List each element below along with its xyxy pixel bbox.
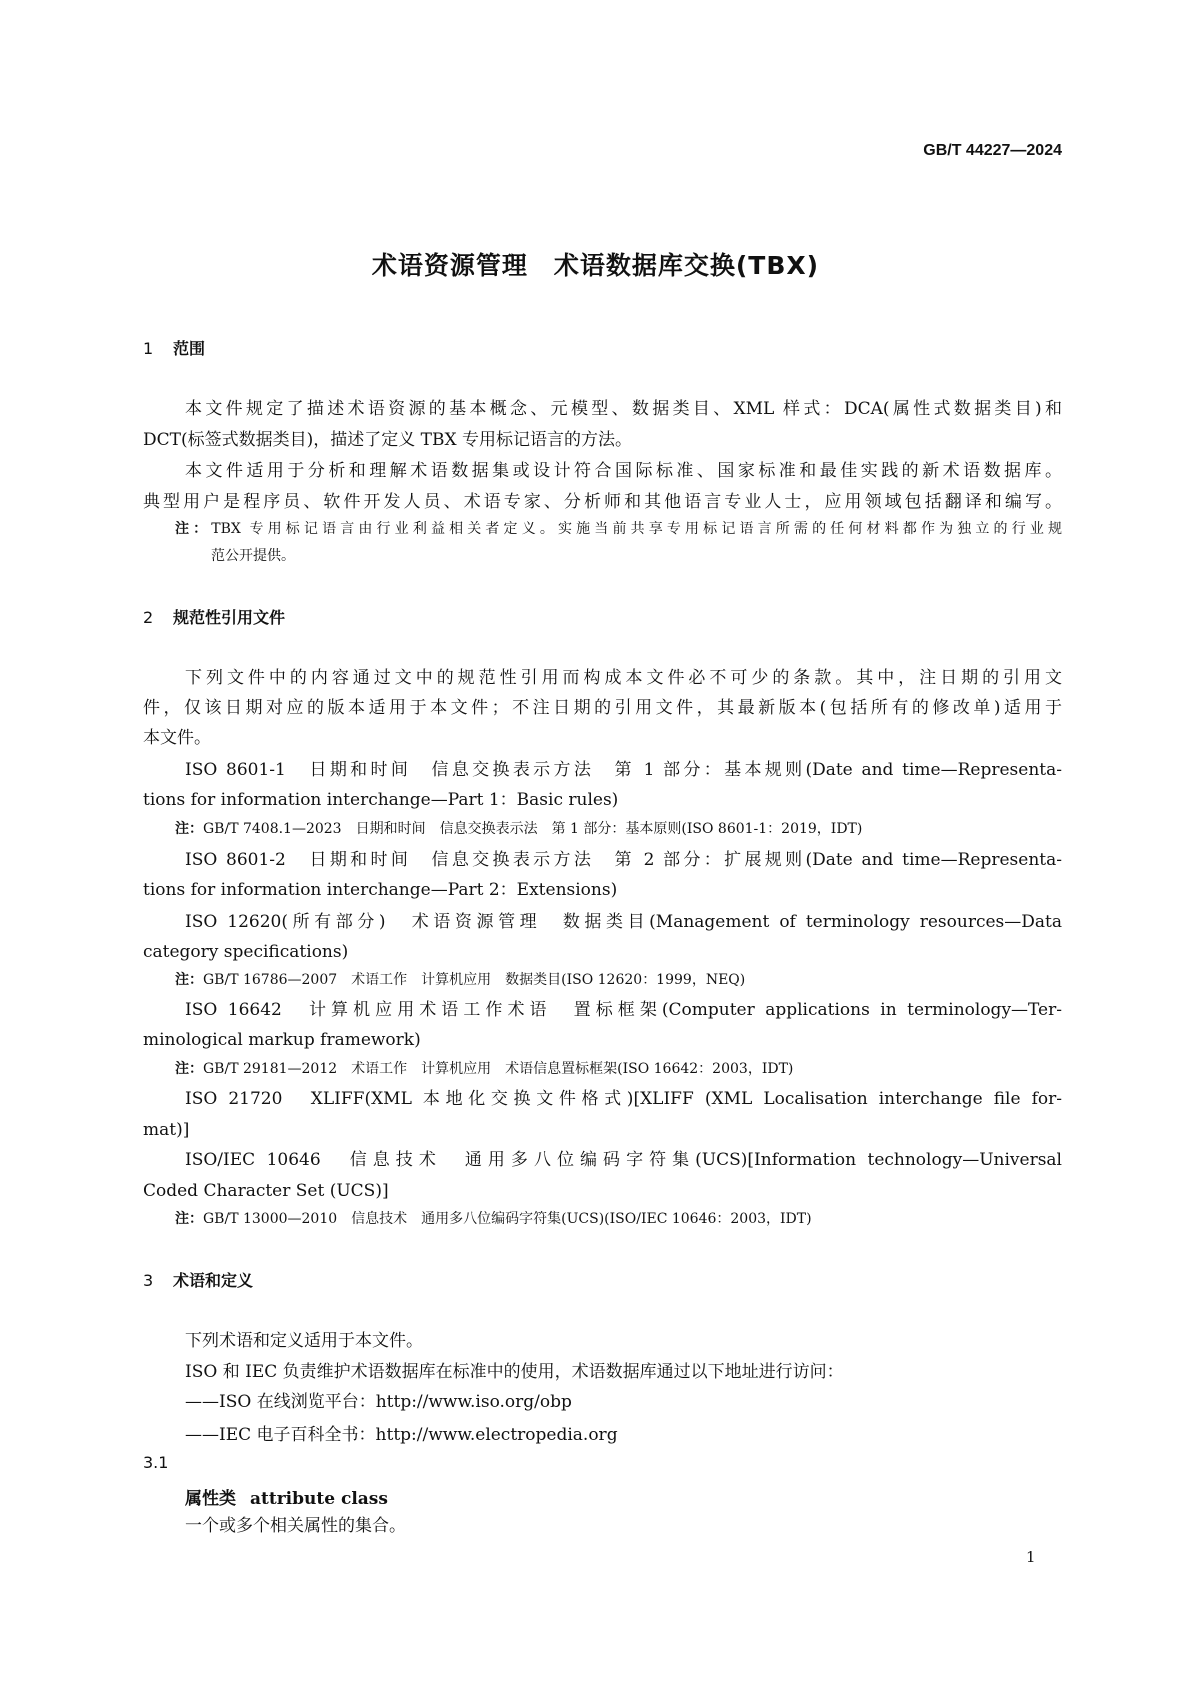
note-line: 范公开提供。: [211, 548, 295, 564]
term-entry-number: 3.1: [143, 1453, 169, 1472]
reference-line: ISO 16642 计算机应用术语工作术语 置标框架(Computer applications in terminology—Ter-: [185, 1000, 1062, 1020]
reference-line: Coded Character Set (UCS)]: [143, 1181, 389, 1201]
note-line: [175, 818, 862, 840]
reference-line: ISO 8601-2 日期和时间 信息交换表示方法 第 2 部分：扩展规则(Date and time—Representa-: [185, 850, 1062, 870]
section-heading-scope: [143, 336, 205, 359]
paragraph-line: 本文件规定了描述术语资源的基本概念、元模型、数据类目、XML 样式：DCA(属性式数据类目)和: [185, 399, 1062, 419]
paragraph-line: 本文件。: [143, 728, 211, 748]
electropedia-link[interactable]: ——IEC 电子百科全书：http://www.electropedia.org: [185, 1425, 618, 1445]
note-line: [175, 969, 745, 991]
term-zh: 属性类: [185, 1489, 236, 1509]
reference-line: minological markup framework): [143, 1030, 421, 1050]
reference-line: tions for information interchange—Part 2：Extensions): [143, 880, 618, 900]
term-entry: [185, 1484, 388, 1509]
reference-line: ISO 12620(所有部分) 术语资源管理 数据类目(Management of terminology resources—Data: [185, 912, 1062, 932]
note-label: 注：: [175, 821, 203, 837]
note-text: GB/T 7408.1—2023 日期和时间 信息交换表示法 第 1 部分：基本原则(ISO 8601-1：2019，IDT): [203, 821, 863, 837]
reference-line: ISO 21720 XLIFF(XML 本地化交换文件格式)[XLIFF (XML Localisation interchange file for-: [185, 1089, 1062, 1109]
reference-line: ISO 8601-1 日期和时间 信息交换表示方法 第 1 部分：基本规则(Date and time—Representa-: [185, 760, 1062, 780]
note-text: GB/T 16786—2007 术语工作 计算机应用 数据类目(ISO 12620：1999，NEQ): [203, 972, 746, 988]
note-label: 注：: [175, 1211, 203, 1227]
term-en: attribute class: [250, 1489, 388, 1509]
page-number: 1: [1026, 1548, 1036, 1566]
section-number: 3: [143, 1271, 154, 1290]
note-text: GB/T 29181—2012 术语工作 计算机应用 术语信息置标框架(ISO 16642：2003，IDT): [203, 1061, 794, 1077]
iso-obp-link[interactable]: ——ISO 在线浏览平台：http://www.iso.org/obp: [185, 1392, 572, 1412]
note-label: 注：: [175, 1061, 203, 1077]
reference-line: category specifications): [143, 942, 349, 962]
reference-line: mat)]: [143, 1120, 190, 1140]
paragraph-line: 典型用户是程序员、软件开发人员、术语专家、分析师和其他语言专业人士，应用领域包括翻译和编写。: [143, 492, 1062, 512]
reference-line: ISO/IEC 10646 信息技术 通用多八位编码字符集(UCS)[Information technology—Universal: [185, 1150, 1062, 1170]
page-title: 术语资源管理 术语数据库交换(TBX): [371, 251, 820, 280]
reference-line: tions for information interchange—Part 1：Basic rules): [143, 790, 619, 810]
paragraph-line: 下列术语和定义适用于本文件。: [185, 1331, 423, 1351]
note-text: GB/T 13000—2010 信息技术 通用多八位编码字符集(UCS)(ISO/IEC 10646：2003，IDT): [203, 1211, 812, 1227]
paragraph-line: 本文件适用于分析和理解术语数据集或设计符合国际标准、国家标准和最佳实践的新术语数据库。: [185, 461, 1062, 481]
paragraph-line: DCT(标签式数据类目)，描述了定义 TBX 专用标记语言的方法。: [143, 430, 632, 450]
section-title: 规范性引用文件: [173, 608, 286, 627]
term-definition: 一个或多个相关属性的集合。: [185, 1516, 406, 1536]
section-number: 2: [143, 608, 154, 627]
section-number: 1: [143, 339, 154, 358]
note-label: 注：: [175, 521, 212, 537]
section-title: 范围: [173, 339, 206, 358]
paragraph-line: 下列文件中的内容通过文中的规范性引用而构成本文件必不可少的条款。其中，注日期的引用文: [185, 668, 1062, 688]
note-text: TBX 专用标记语言由行业利益相关者定义。实施当前共享专用标记语言所需的任何材料都作为独立的行业规: [211, 521, 1062, 537]
paragraph-line: ISO 和 IEC 负责维护术语数据库在标准中的使用，术语数据库通过以下地址进行访问：: [185, 1362, 844, 1382]
section-title: 术语和定义: [173, 1271, 254, 1290]
section-heading-terms-definitions: [143, 1268, 253, 1291]
paragraph-line: 件，仅该日期对应的版本适用于本文件；不注日期的引用文件，其最新版本(包括所有的修改单)适用于: [143, 698, 1062, 718]
section-heading-normative-references: [143, 605, 285, 628]
document-number: GB/T 44227—2024: [923, 142, 1062, 159]
note-line: [175, 1058, 793, 1080]
note-line: [175, 518, 1062, 540]
note-label: 注：: [175, 972, 203, 988]
note-line: [175, 1208, 812, 1230]
